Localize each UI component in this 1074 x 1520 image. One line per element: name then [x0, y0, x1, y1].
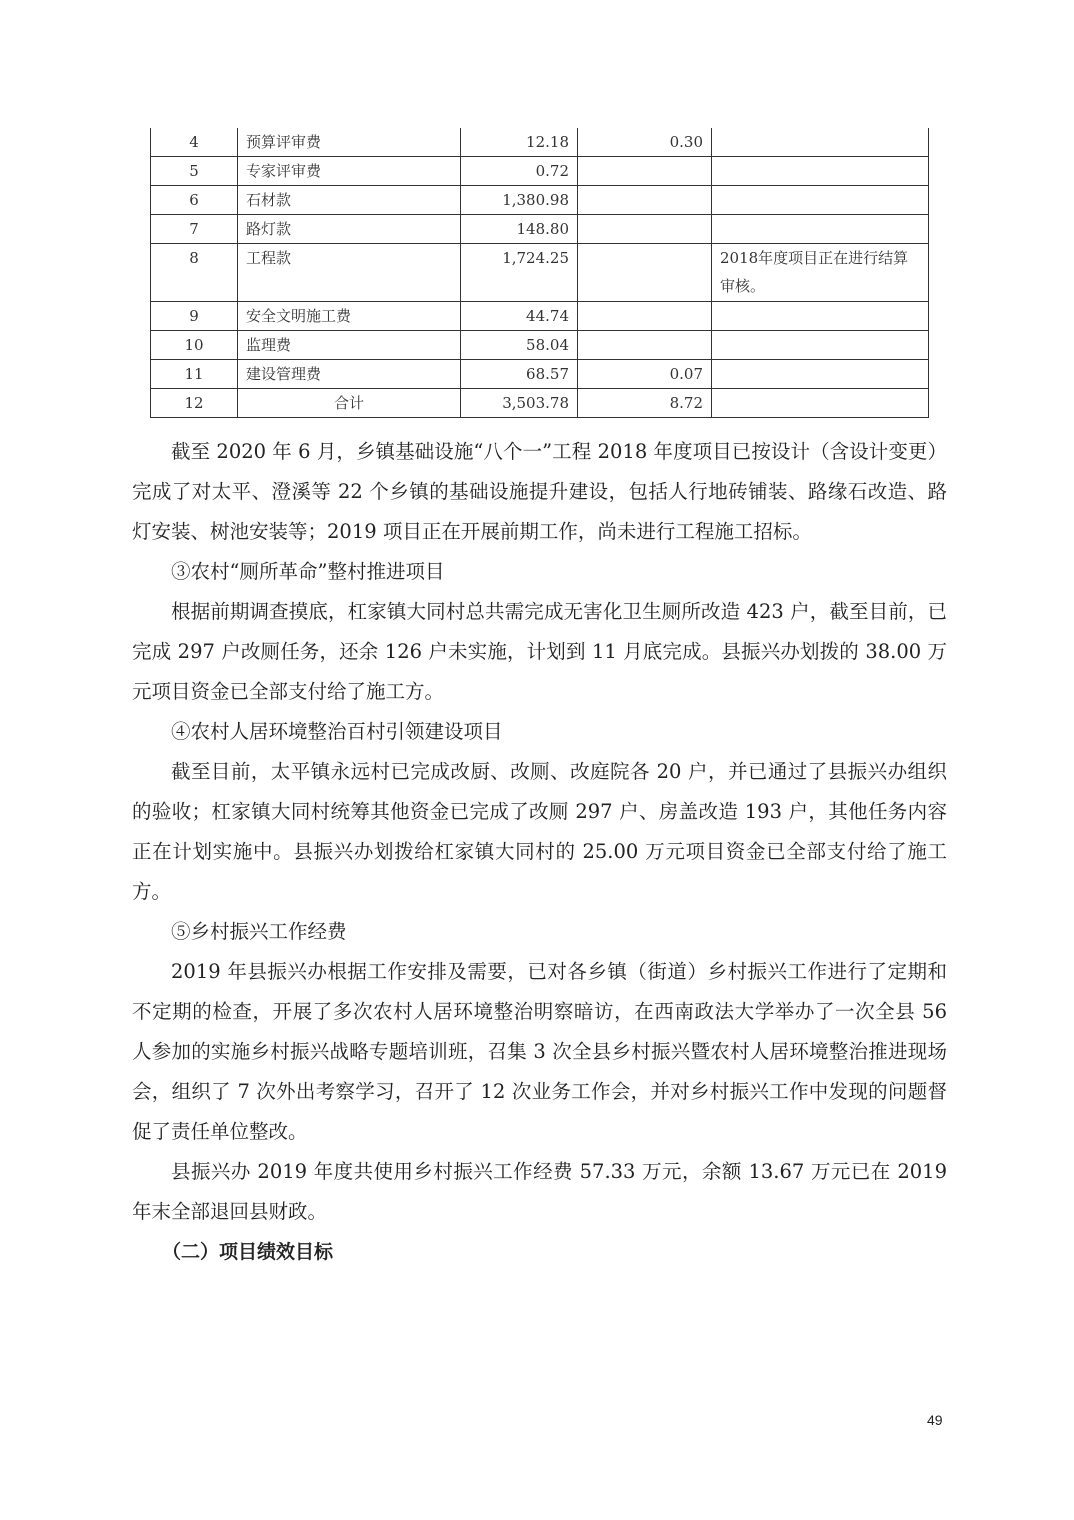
secondary-amount-cell — [578, 244, 712, 302]
secondary-amount-cell — [578, 215, 712, 244]
note-cell — [712, 215, 929, 244]
row-number-cell: 12 — [151, 389, 238, 418]
secondary-amount-cell: 0.30 — [578, 128, 712, 157]
amount-cell: 12.18 — [461, 128, 578, 157]
item-name-cell: 安全文明施工费 — [238, 302, 461, 331]
table-row — [151, 389, 929, 418]
paragraph-revitalization-spending: 县振兴办 2019 年度共使用乡村振兴工作经费 57.33 万元，余额 13.67 万元已在 2019 年末全部退回县财政。 — [132, 1160, 947, 1223]
secondary-amount-cell — [578, 302, 712, 331]
table-row — [151, 215, 929, 244]
row-number-cell: 7 — [151, 215, 238, 244]
table-row — [151, 360, 929, 389]
row-number-cell: 9 — [151, 302, 238, 331]
page-number: 49 — [927, 1412, 943, 1428]
secondary-amount-cell: 8.72 — [578, 389, 712, 418]
amount-cell: 148.80 — [461, 215, 578, 244]
note-cell: 2018年度项目正在进行结算审核。 — [712, 244, 929, 302]
note-cell — [712, 360, 929, 389]
row-number-cell: 11 — [151, 360, 238, 389]
row-number-cell: 8 — [151, 244, 238, 302]
item-name-cell: 建设管理费 — [238, 360, 461, 389]
row-number-cell: 10 — [151, 331, 238, 360]
document-body — [132, 432, 947, 1272]
note-cell — [712, 302, 929, 331]
heading-toilet-revolution: ③农村“厕所革命”整村推进项目 — [171, 560, 445, 583]
item-name-cell: 工程款 — [238, 244, 461, 302]
table-row — [151, 157, 929, 186]
row-number-cell: 6 — [151, 186, 238, 215]
paragraph-revitalization-activities: 2019 年县振兴办根据工作安排及需要，已对各乡镇（街道）乡村振兴工作进行了定期和不定期的检查，开展了多次农村人居环境整治明察暗访，在西南政法大学举办了一次全县 56 人参加的实施乡村振兴战略专题培训班，召集 3 次全县乡村振兴暨农村人居环境整治推进现场会，组织了 7 次外出考察学习，召开了 12 次业务工作会，并对乡村振兴工作中发现的问题督促了责任单位整改。 — [132, 960, 947, 1143]
secondary-amount-cell — [578, 331, 712, 360]
note-cell — [712, 331, 929, 360]
note-cell — [712, 186, 929, 215]
amount-cell: 0.72 — [461, 157, 578, 186]
item-name-cell: 路灯款 — [238, 215, 461, 244]
item-name-cell: 预算评审费 — [238, 128, 461, 157]
heading-revitalization-funds: ⑤乡村振兴工作经费 — [171, 920, 347, 943]
table-row — [151, 331, 929, 360]
amount-cell: 3,503.78 — [461, 389, 578, 418]
item-name-cell: 石材款 — [238, 186, 461, 215]
amount-cell: 1,724.25 — [461, 244, 578, 302]
paragraph-toilet-revolution: 根据前期调查摸底，杠家镇大同村总共需完成无害化卫生厕所改造 423 户，截至目前，已完成 297 户改厕任务，还余 126 户未实施，计划到 11 月底完成。县振兴办划拨的 38.00 万元项目资金已全部支付给了施工方。 — [132, 600, 947, 703]
note-cell — [712, 389, 929, 418]
table-row — [151, 186, 929, 215]
amount-cell: 68.57 — [461, 360, 578, 389]
amount-cell: 1,380.98 — [461, 186, 578, 215]
paragraph-infrastructure: 截至 2020 年 6 月，乡镇基础设施“八个一”工程 2018 年度项目已按设计（含设计变更）完成了对太平、澄溪等 22 个乡镇的基础设施提升建设，包括人行地砖铺装、路缘石改造、路灯安装、树池安装等；2019 项目正在开展前期工作，尚未进行工程施工招标。 — [132, 440, 947, 543]
item-name-cell: 专家评审费 — [238, 157, 461, 186]
table-row — [151, 128, 929, 157]
item-name-cell: 合计 — [238, 389, 461, 418]
heading-village-environment: ④农村人居环境整治百村引领建设项目 — [171, 720, 503, 743]
secondary-amount-cell — [578, 186, 712, 215]
amount-cell: 58.04 — [461, 331, 578, 360]
note-cell — [712, 157, 929, 186]
heading-performance-goals: （二）项目绩效目标 — [162, 1241, 334, 1263]
row-number-cell: 5 — [151, 157, 238, 186]
table-row — [151, 302, 929, 331]
row-number-cell: 4 — [151, 128, 238, 157]
item-name-cell: 监理费 — [238, 331, 461, 360]
note-cell — [712, 128, 929, 157]
secondary-amount-cell — [578, 157, 712, 186]
expense-table — [150, 128, 929, 418]
secondary-amount-cell: 0.07 — [578, 360, 712, 389]
paragraph-village-environment: 截至目前，太平镇永远村已完成改厨、改厕、改庭院各 20 户，并已通过了县振兴办组织的验收；杠家镇大同村统筹其他资金已完成了改厕 297 户、房盖改造 193 户，其他任务内容正在计划实施中。县振兴办划拨给杠家镇大同村的 25.00 万元项目资金已全部支付给了施工方。 — [132, 760, 947, 903]
amount-cell: 44.74 — [461, 302, 578, 331]
table-row — [151, 244, 929, 302]
